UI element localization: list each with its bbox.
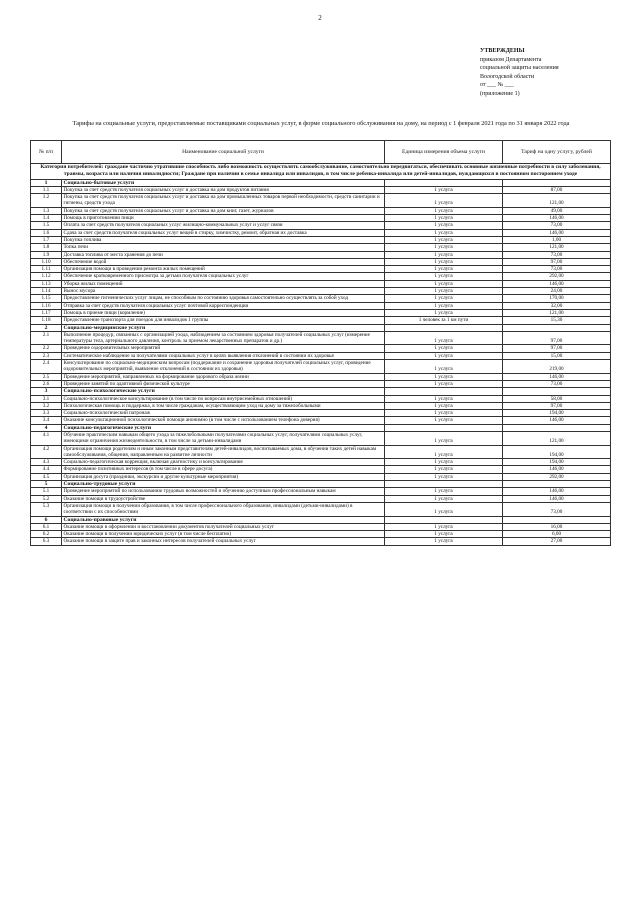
row-number: 1.14 (31, 288, 62, 295)
row-number: 1.18 (31, 317, 62, 324)
row-unit: 1 услуга (385, 302, 503, 309)
row-unit: 1 услуга (385, 258, 503, 265)
row-unit: 1 услуга (385, 488, 503, 495)
row-service-name: Социально-психологические услуги (62, 388, 385, 395)
row-price: 121,00 (503, 194, 611, 208)
table-row (31, 309, 611, 316)
table-row (31, 531, 611, 538)
row-unit: 1 услуга (385, 207, 503, 214)
row-number: 1.17 (31, 309, 62, 316)
row-unit (385, 516, 503, 523)
row-price: 73,00 (503, 380, 611, 387)
row-number: 1.9 (31, 251, 62, 258)
table-row (31, 345, 611, 352)
table-row (31, 273, 611, 280)
row-unit (385, 324, 503, 331)
row-unit: 1 услуга (385, 410, 503, 417)
row-service-name: Обеспечение водой (62, 258, 385, 265)
table-row (31, 360, 611, 374)
row-unit: 1 услуга (385, 373, 503, 380)
row-service-name: Социально-бытовые услуги (62, 179, 385, 186)
row-number: 3.3 (31, 410, 62, 417)
row-price: 58,00 (503, 395, 611, 402)
row-service-name: Организация помощи родителям и иным законным представителям детей-инвалидов, воспитываемых дома, в обучении таких детей навыкам самообслуживания, общения, направленным на развитие личности (62, 445, 385, 459)
header-price: Тариф на одну услугу, рублей (503, 141, 611, 164)
row-number: 1.1 (31, 186, 62, 193)
row-unit: 1 услуга (385, 266, 503, 273)
row-unit: 1 услуга (385, 352, 503, 359)
row-number: 1 (31, 179, 62, 186)
row-price: 146,00 (503, 215, 611, 222)
row-number: 1.11 (31, 266, 62, 273)
row-number: 6.2 (31, 531, 62, 538)
row-unit: 1 услуга (385, 345, 503, 352)
table-row (31, 186, 611, 193)
row-unit: 1 услуга (385, 244, 503, 251)
row-unit: 1 услуга (385, 288, 503, 295)
row-price: 1,00 (503, 236, 611, 243)
header-service-name: Наименование социальной услуги (62, 141, 385, 164)
row-number: 3.4 (31, 417, 62, 424)
row-price: 121,00 (503, 244, 611, 251)
section-row (31, 424, 611, 431)
row-service-name: Проведение мероприятий по использованию трудовых возможностей и обучению доступным профессиональным навыкам (62, 488, 385, 495)
section-row (31, 516, 611, 523)
row-number: 1.15 (31, 295, 62, 302)
row-price (503, 481, 611, 488)
row-number: 4 (31, 424, 62, 431)
row-price: 6,00 (503, 531, 611, 538)
row-service-name: Предоставление гигиенических услуг лицам, не способным по состоянию здоровья самостоятельно осуществлять за собой уход (62, 295, 385, 302)
table-row (31, 229, 611, 236)
row-service-name: Доставка топлива от места хранения до печи (62, 251, 385, 258)
row-number: 3 (31, 388, 62, 395)
approval-line-2: социальной защиты населения (480, 65, 559, 72)
row-service-name: Консультирование по социально-медицинским вопросам (поддержание и сохранение здоровья получателей социальных услуг, проведение оздоровительных мероприятий, выявление отклонений в состоянии их здоровья) (62, 360, 385, 374)
table-row (31, 402, 611, 409)
row-unit: 1 услуга (385, 215, 503, 222)
row-unit (385, 179, 503, 186)
header-unit: Единица измерения объема услуги (385, 141, 503, 164)
row-price: 146,00 (503, 466, 611, 473)
approval-line-1: приказом Департамента (480, 56, 542, 63)
row-number: 2.3 (31, 352, 62, 359)
row-number: 1.3 (31, 207, 62, 214)
header-number: № п/п (31, 141, 62, 164)
table-row (31, 302, 611, 309)
row-service-name: Покупка за счет средств получателя социальных услуг и доставка на дом книг, газет, журналов (62, 207, 385, 214)
row-price (503, 179, 611, 186)
row-price: 87,00 (503, 186, 611, 193)
row-number: 3.1 (31, 395, 62, 402)
row-service-name: Оказание помощи в защите прав и законных интересов получателей социальных услуг (62, 538, 385, 545)
row-service-name: Социально-педагогическая коррекция, включая диагностику и консультирование (62, 459, 385, 466)
table-row (31, 502, 611, 516)
row-unit: 1 услуга (385, 236, 503, 243)
row-service-name: Социально-правовые услуги (62, 516, 385, 523)
table-row (31, 488, 611, 495)
table-row (31, 331, 611, 345)
table-row (31, 495, 611, 502)
row-price: 73,00 (503, 251, 611, 258)
row-price: 97,00 (503, 258, 611, 265)
row-unit: 1 услуга (385, 295, 503, 302)
row-number: 2.5 (31, 373, 62, 380)
row-service-name: Отправка за счет средств получателя социальных услуг почтовой корреспонденции (62, 302, 385, 309)
table-row (31, 352, 611, 359)
section-row (31, 481, 611, 488)
table-row (31, 280, 611, 287)
approval-block (480, 47, 630, 99)
table-row (31, 295, 611, 302)
row-service-name: Вынос мусора (62, 288, 385, 295)
table-row (31, 317, 611, 324)
row-service-name: Психологическая помощь и поддержка, в том числе гражданам, осуществляющим уход на дому за тяжелобольными (62, 402, 385, 409)
row-unit: 1 услуга (385, 402, 503, 409)
row-number: 3.2 (31, 402, 62, 409)
category-text: Категория потребителей: граждане частично утратившие способность либо возможность осуществлять самообслуживание, самостоятельно передвигаться, обеспечивать основные жизненные потребности в силу заболевания, травмы, возраста или наличия инвалидности; Граждане при наличии в семье инвалида или инвалидов, в том числе ребенка-инвалида или детей-инвалидов, нуждающихся в постоянном постороннем уходе (31, 164, 611, 180)
row-number: 2.2 (31, 345, 62, 352)
row-price: 146,00 (503, 280, 611, 287)
row-unit: 1 услуга (385, 186, 503, 193)
table-row (31, 445, 611, 459)
row-unit (385, 424, 503, 431)
table-row (31, 410, 611, 417)
row-service-name: Сдача за счет средств получателя социальных услуг вещей в стирку, химчистку, ремонт, обратная их доставка (62, 229, 385, 236)
row-unit: 1 услуга (385, 395, 503, 402)
row-number: 6.1 (31, 523, 62, 530)
row-price (503, 388, 611, 395)
row-price: 121,00 (503, 431, 611, 445)
row-number: 4.5 (31, 473, 62, 480)
row-number: 1.5 (31, 222, 62, 229)
row-price: 97,00 (503, 331, 611, 345)
row-service-name: Проведение оздоровительных мероприятий (62, 345, 385, 352)
approval-line-3: Вологодской области (480, 73, 535, 80)
row-unit: 1 услуга (385, 380, 503, 387)
row-service-name: Социально-психологический патронаж (62, 410, 385, 417)
approval-line-5: (приложение 1) (480, 90, 520, 97)
row-price: 49,00 (503, 207, 611, 214)
row-service-name: Обучение практическим навыкам общего ухода за тяжелобольными получателями социальных услуг, получателями социальных услуг, имеющими ограничения жизнедеятельности, в том числе за детьми-инвалидами (62, 431, 385, 445)
row-unit: 1 услуга (385, 280, 503, 287)
row-service-name: Социально-психологическое консультирование (в том числе по вопросам внутрисемейных отношений) (62, 395, 385, 402)
row-number: 1.10 (31, 258, 62, 265)
row-unit: 1 услуга (385, 531, 503, 538)
row-service-name: Организация досуга (праздники, экскурсии и другие культурные мероприятия) (62, 473, 385, 480)
row-service-name: Проведение мероприятий, направленных на формирование здорового образа жизни (62, 373, 385, 380)
row-price: 73,00 (503, 222, 611, 229)
row-price: 27,00 (503, 538, 611, 545)
table-row (31, 395, 611, 402)
row-price: 146,00 (503, 495, 611, 502)
document-title: Тарифы на социальные услуги, предоставляемые поставщиками социальных услуг, в форме социального обслуживания на дому, на период с 1 февраля 2021 года по 31 января 2022 года (72, 120, 570, 127)
table-row (31, 222, 611, 229)
table-row (31, 258, 611, 265)
row-price: 15,30 (503, 317, 611, 324)
table-row (31, 417, 611, 424)
row-price: 292,00 (503, 273, 611, 280)
row-price: 146,00 (503, 373, 611, 380)
row-price: 16,00 (503, 523, 611, 530)
row-number: 1.13 (31, 280, 62, 287)
row-number: 1.4 (31, 215, 62, 222)
row-number: 4.4 (31, 466, 62, 473)
row-price: 146,00 (503, 488, 611, 495)
row-price: 24,00 (503, 288, 611, 295)
row-price: 97,00 (503, 345, 611, 352)
row-unit: 1 человек за 1 км пути (385, 317, 503, 324)
row-number: 4.3 (31, 459, 62, 466)
row-service-name: Предоставление транспорта для поездок для инвалидов 1 группы (62, 317, 385, 324)
table-row (31, 523, 611, 530)
table-row (31, 244, 611, 251)
row-price (503, 516, 611, 523)
row-service-name: Помощь в приготовлении пищи (62, 215, 385, 222)
section-row (31, 388, 611, 395)
row-service-name: Формирование позитивных интересов (в том числе в сфере досуга) (62, 466, 385, 473)
row-unit: 1 услуга (385, 445, 503, 459)
row-price: 194,00 (503, 459, 611, 466)
table-body (31, 164, 611, 546)
table-row (31, 466, 611, 473)
table-row (31, 431, 611, 445)
row-number: 1.12 (31, 273, 62, 280)
table-row (31, 207, 611, 214)
row-unit: 1 услуга (385, 431, 503, 445)
row-unit: 1 услуга (385, 502, 503, 516)
row-price: 292,00 (503, 473, 611, 480)
row-service-name: Оказание помощи в получении юридических услуг (в том числе бесплатно) (62, 531, 385, 538)
row-service-name: Организация помощи в получении образования, в том числе профессионального образования, инвалидами (детьми-инвалидами) в соответствии с их способностями (62, 502, 385, 516)
row-number: 2 (31, 324, 62, 331)
row-unit: 1 услуга (385, 473, 503, 480)
tariff-table-wrapper (30, 140, 610, 546)
row-unit: 1 услуга (385, 194, 503, 208)
row-number: 1.2 (31, 194, 62, 208)
row-unit: 1 услуга (385, 523, 503, 530)
row-price: 32,00 (503, 302, 611, 309)
row-unit (385, 481, 503, 488)
page-number: 2 (318, 14, 322, 22)
row-number: 5.1 (31, 488, 62, 495)
row-unit: 1 услуга (385, 251, 503, 258)
row-unit: 1 услуга (385, 273, 503, 280)
table-row (31, 380, 611, 387)
approval-line-4: от ___ № ___ (480, 82, 514, 89)
row-unit: 1 услуга (385, 222, 503, 229)
table-row (31, 215, 611, 222)
row-price: 121,00 (503, 309, 611, 316)
row-number: 5.2 (31, 495, 62, 502)
row-price: 73,00 (503, 266, 611, 273)
row-price: 73,00 (503, 502, 611, 516)
row-unit: 1 услуга (385, 538, 503, 545)
row-service-name: Выполнение процедур, связанных с организацией ухода, наблюдением за состоянием здоровья получателей социальных услуг (измерение температуры тела, артериального давления, контроль за приемом лекарственных препаратов и др.) (62, 331, 385, 345)
row-number: 2.1 (31, 331, 62, 345)
row-service-name: Оказание консультационной психологической помощи анонимно (в том числе с использованием телефона доверия) (62, 417, 385, 424)
table-row (31, 266, 611, 273)
row-number: 1.6 (31, 229, 62, 236)
tariff-table (30, 140, 611, 546)
row-price: 97,00 (503, 402, 611, 409)
row-service-name: Топка печи (62, 244, 385, 251)
approval-title: УТВЕРЖДЕНЫ (480, 48, 525, 54)
table-row (31, 251, 611, 258)
row-price: 170,00 (503, 295, 611, 302)
row-unit: 1 услуга (385, 417, 503, 424)
row-unit: 1 услуга (385, 495, 503, 502)
table-header-row (31, 141, 611, 164)
row-unit: 1 услуга (385, 309, 503, 316)
row-number: 1.8 (31, 244, 62, 251)
row-number: 6 (31, 516, 62, 523)
table-row (31, 194, 611, 208)
row-unit: 1 услуга (385, 331, 503, 345)
row-unit: 1 услуга (385, 466, 503, 473)
row-service-name: Покупка за счет средств получателя социальных услуг и доставка на дом продуктов питания (62, 186, 385, 193)
row-number: 4.2 (31, 445, 62, 459)
row-number: 5.3 (31, 502, 62, 516)
row-number: 6.3 (31, 538, 62, 545)
row-price: 146,00 (503, 229, 611, 236)
row-price (503, 424, 611, 431)
row-price: 194,00 (503, 445, 611, 459)
row-price: 219,00 (503, 360, 611, 374)
table-row (31, 373, 611, 380)
row-number: 5 (31, 481, 62, 488)
section-row (31, 324, 611, 331)
row-service-name: Социально-трудовые услуги (62, 481, 385, 488)
row-service-name: Покупка за счет средств получателя социальных услуг и доставка на дом промышленных товаров первой необходимости, средств санитарии и гигиены, средств ухода (62, 194, 385, 208)
row-service-name: Систематическое наблюдение за получателями социальных услуг в целях выявления отклонений в состоянии их здоровья (62, 352, 385, 359)
row-service-name: Помощь в приеме пищи (кормление) (62, 309, 385, 316)
section-row (31, 179, 611, 186)
table-row (31, 288, 611, 295)
table-row (31, 459, 611, 466)
category-row (31, 164, 611, 180)
row-number: 2.6 (31, 380, 62, 387)
table-row (31, 473, 611, 480)
row-price: 194,00 (503, 410, 611, 417)
row-service-name: Покупка топлива (62, 236, 385, 243)
row-service-name: Проведение занятий по адаптивной физической культуре (62, 380, 385, 387)
row-price: 146,00 (503, 417, 611, 424)
row-number: 1.16 (31, 302, 62, 309)
row-unit: 1 услуга (385, 360, 503, 374)
row-number: 2.4 (31, 360, 62, 374)
row-unit: 1 услуга (385, 229, 503, 236)
row-service-name: Оказание помощи в трудоустройстве (62, 495, 385, 502)
row-price (503, 324, 611, 331)
row-number: 1.7 (31, 236, 62, 243)
row-service-name: Уборка жилых помещений (62, 280, 385, 287)
table-row (31, 538, 611, 545)
row-service-name: Социально-педагогические услуги (62, 424, 385, 431)
table-row (31, 236, 611, 243)
row-unit: 1 услуга (385, 459, 503, 466)
row-price: 15,00 (503, 352, 611, 359)
row-number: 4.1 (31, 431, 62, 445)
row-service-name: Обеспечение кратковременного присмотра за детьми получателя социальных услуг (62, 273, 385, 280)
row-service-name: Социально-медицинские услуги (62, 324, 385, 331)
row-service-name: Организация помощи в проведении ремонта жилых помещений (62, 266, 385, 273)
row-unit (385, 388, 503, 395)
row-service-name: Оказание помощи в оформлении и восстановлении документов получателей социальных услуг (62, 523, 385, 530)
row-service-name: Оплата за счет средств получателя социальных услуг жилищно-коммунальных услуг и услуг связи (62, 222, 385, 229)
